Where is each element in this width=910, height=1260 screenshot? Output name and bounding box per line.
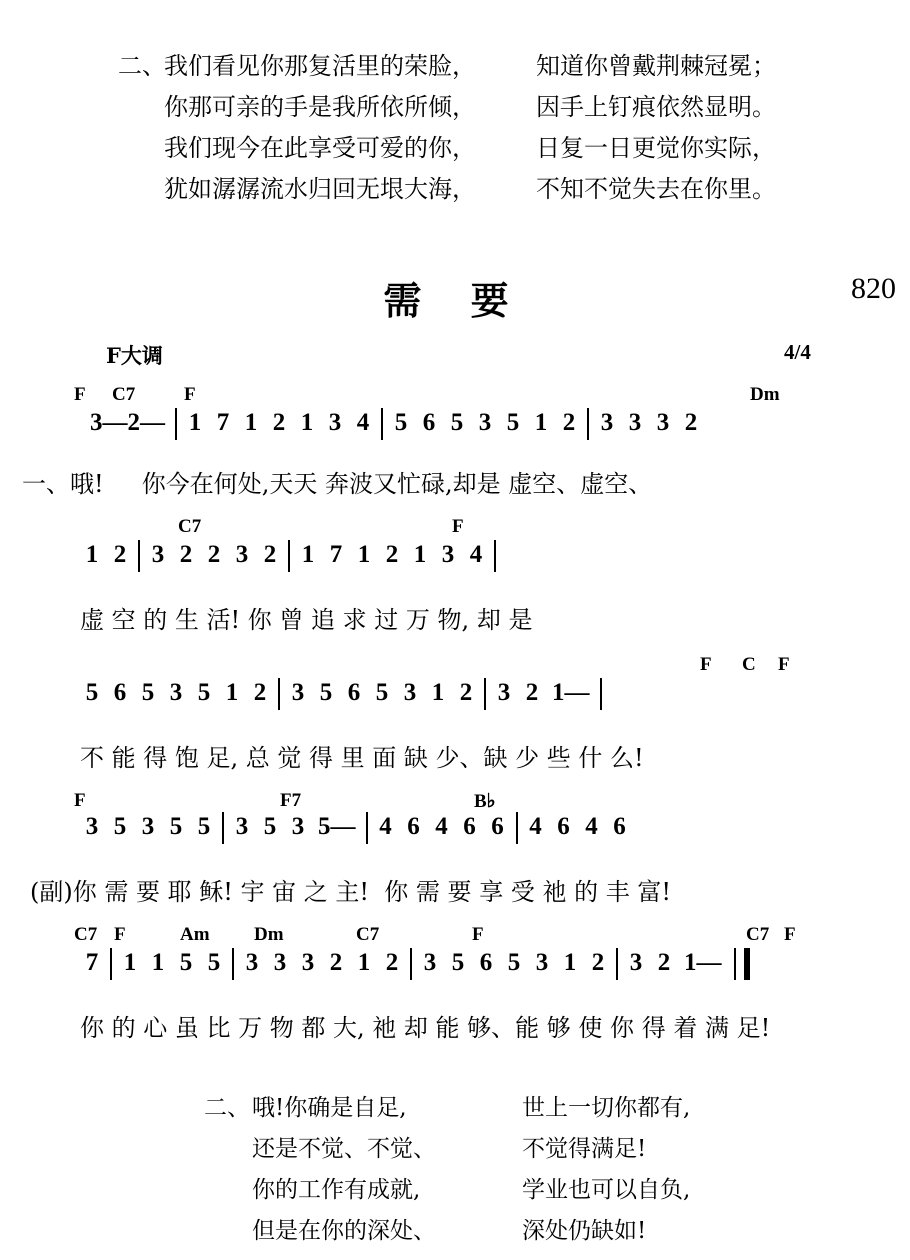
note: 3 [403,678,417,706]
note: 1 [301,540,315,568]
chord-symbol: C7 [178,516,202,537]
note: 3 [291,812,305,840]
note: 3 [141,812,155,840]
note: 3 [151,540,165,568]
bar-line [616,948,618,980]
note: 5 [375,678,389,706]
note: 2 [562,408,576,436]
bar-line [138,540,140,572]
bar-line [222,812,224,844]
notation-row [78,948,750,980]
notation-row [78,812,634,844]
verse-text: 哦!你确是自足, [252,1095,407,1121]
note: 4 [356,408,370,436]
bar-line [484,678,486,710]
note: 3 [245,948,259,976]
note: 2 [684,408,698,436]
verse-text: 深处仍缺如! [522,1218,647,1244]
note: 1 [357,948,371,976]
note: 7 [85,948,99,976]
note: 2 [385,948,399,976]
note: 4 [435,812,448,840]
note: 5 [197,812,211,840]
note: 5 [263,812,277,840]
note: 3 [328,408,342,436]
note: 2 [657,948,671,976]
note: 5 [197,678,211,706]
note: 2 [385,540,399,568]
note: 3 [291,678,305,706]
bar-line [278,678,280,710]
note: 6 [613,812,626,840]
note: 5 [179,948,193,976]
bar-line [288,540,290,572]
bar-line [410,948,412,980]
note: 6 [422,408,436,436]
verse-text: 我们看见你那复活里的荣脸， [164,52,476,80]
note: 6 [491,812,504,840]
note: 5 [319,678,333,706]
verse-text: 不知不觉失去在你里。 [536,175,776,203]
lyric-line: 不 能 得 饱 足, 总 觉 得 里 面 缺 少、缺 少 些 什 么! [80,744,644,772]
chord-symbol: B♭ [474,791,496,812]
note: 3 [497,678,511,706]
note: 3 [301,948,315,976]
lyric-line: (副)你 需 要 耶 稣! 宇 宙 之 主! 你 需 要 享 受 祂 的 丰 富! [30,878,671,906]
note: 1 [188,408,202,436]
note: 2 [272,408,286,436]
note: 3 [169,678,183,706]
verse-text: 你那可亲的手是我所依所倾， [164,93,476,121]
chord-symbol: C7 [356,924,380,945]
verse-text: 犹如潺潺流水归回无垠大海， [164,175,476,203]
chord-symbol: F [452,516,464,537]
verse-text: 学业也可以自负, [522,1177,691,1203]
note: 6 [463,812,476,840]
note: 5— [318,812,356,840]
chord-symbol: C7 [74,924,98,945]
hymn-number: 820 [851,272,896,305]
verse-text: 我们现今在此享受可爱的你， [164,134,476,162]
bar-line [175,408,177,440]
note: 2 [459,678,473,706]
note: 3 [441,540,455,568]
note: 1 [85,540,99,568]
chord-symbol: F [700,654,712,675]
note: 2 [253,678,267,706]
note: 1 [357,540,371,568]
chord-symbol: Dm [254,924,284,945]
note: 2 [329,948,343,976]
verse-label: 二、 [118,52,166,80]
chord-symbol: C [742,654,756,675]
note: 3 [273,948,287,976]
chord-symbol: F [778,654,790,675]
chord-symbol: F [74,790,86,811]
chord-symbol: F [184,384,196,405]
final-bar-line [734,948,750,980]
verse-text: 但是在你的深处、 [252,1218,436,1244]
note: 4 [585,812,598,840]
note: 5 [394,408,408,436]
notation-row [78,678,606,710]
note: 6 [557,812,570,840]
chord-symbol: F [74,384,86,405]
key-signature: F大调 [106,343,163,368]
note: 1— [552,678,590,706]
note: 1 [563,948,577,976]
lyric-line: 一、哦! 你今在何处,天天 奔波又忙碌,却是 虚空、虚空、 [22,470,653,498]
note: 3 [656,408,670,436]
note: 5 [451,948,465,976]
note: 5 [450,408,464,436]
chord-symbol: Dm [750,384,780,405]
chord-symbol: F [114,924,126,945]
bar-line [516,812,518,844]
bar-line [110,948,112,980]
hymn-title: 需 要 [383,279,527,323]
note: 3 [478,408,492,436]
note: 5 [207,948,221,976]
note: 6 [479,948,493,976]
note: 3 [235,540,249,568]
chord-symbol: F [784,924,796,945]
note: 1 [151,948,165,976]
note: 4 [379,812,392,840]
chord-symbol: C7 [746,924,770,945]
note: 4 [529,812,542,840]
note: 3 [535,948,549,976]
chord-symbol: F7 [280,790,302,811]
verse-label: 二、 [204,1095,250,1121]
note: 5 [141,678,155,706]
note: 2 [179,540,193,568]
note: 3 [628,408,642,436]
note: 3 [629,948,643,976]
verse-text: 不觉得满足! [522,1136,647,1162]
note: 1 [534,408,548,436]
note: 7 [216,408,230,436]
note: 1— [684,948,722,976]
time-signature: 4/4 [784,340,811,364]
note: 1 [300,408,314,436]
note: 5 [113,812,127,840]
verse-text: 你的工作有成就, [252,1177,421,1203]
note: 1 [431,678,445,706]
note: 3 [423,948,437,976]
bar-line [587,408,589,440]
note: 5 [507,948,521,976]
note: 2 [263,540,277,568]
note: 1 [413,540,427,568]
verse-text: 世上一切你都有, [522,1095,691,1121]
note: 6 [347,678,361,706]
note: 5 [506,408,520,436]
verse-text: 知道你曾戴荆棘冠冕； [536,52,776,80]
note: 3 [600,408,614,436]
lyric-line: 你 的 心 虽 比 万 物 都 大, 祂 却 能 够、能 够 使 你 得 着 满 足! [80,1014,771,1042]
note: 5 [85,678,99,706]
note: 2 [591,948,605,976]
chord-symbol: F [472,924,484,945]
note: 3—2— [90,408,165,436]
notation-row [84,408,705,440]
note: 6 [113,678,127,706]
bar-line [366,812,368,844]
verse-text: 因手上钉痕依然显明。 [536,93,776,121]
note: 1 [225,678,239,706]
note: 2 [113,540,127,568]
lyric-line: 虚 空 的 生 活! 你 曾 追 求 过 万 物, 却 是 [80,606,533,634]
bar-line [381,408,383,440]
note: 3 [85,812,99,840]
note: 1 [123,948,137,976]
chord-symbol: C7 [112,384,136,405]
note: 6 [407,812,420,840]
note: 2 [525,678,539,706]
verse-text: 日复一日更觉你实际， [536,134,776,162]
note: 1 [244,408,258,436]
bar-line [494,540,496,572]
note: 3 [235,812,249,840]
note: 4 [469,540,483,568]
note: 5 [169,812,183,840]
bar-line [600,678,602,710]
note: 7 [329,540,343,568]
notation-row [78,540,500,572]
verse-text: 还是不觉、不觉、 [252,1136,436,1162]
note: 2 [207,540,221,568]
bar-line [232,948,234,980]
chord-symbol: Am [180,924,210,945]
